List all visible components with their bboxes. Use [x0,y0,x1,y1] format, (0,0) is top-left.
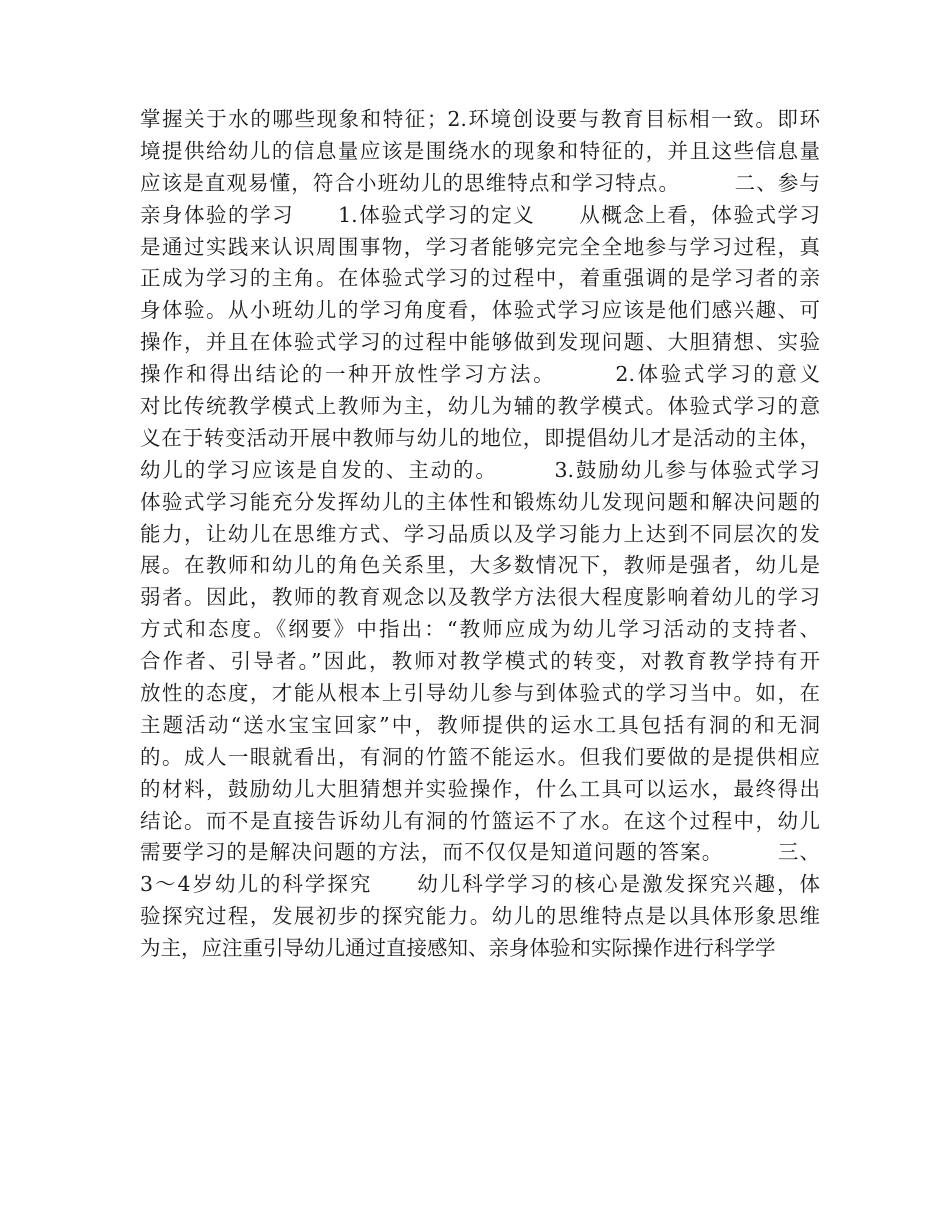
text-line: 义在于转变活动开展中教师与幼儿的地位，即提倡幼儿才是活动的主体， [140,425,820,450]
text-line: 为主，应注重引导幼儿通过直接感知、亲身体验和实际操作进行科学学 [140,936,776,961]
text-line: 正成为学习的主角。在体验式学习的过程中，着重强调的是学习者的亲 [140,266,820,291]
text-line: 放性的态度，才能从根本上引导幼儿参与到体验式的学习当中。如，在 [140,681,820,706]
text-line: 主题活动“送水宝宝回家”中，教师提供的运水工具包括有洞的和无洞 [140,712,820,737]
text-line: 能力，让幼儿在思维方式、学习品质以及学习能力上达到不同层次的发 [140,521,820,546]
text-line: 展。在教师和幼儿的角色关系里，大多数情况下，教师是强者，幼儿是 [140,553,820,578]
text-line: 验探究过程，发展初步的探究能力。幼儿的思维特点是以具体形象思维 [140,904,820,929]
text-line: 幼儿的学习应该是自发的、主动的。 3.鼓励幼儿参与体验式学习 [140,457,820,482]
text-line: 应该是直观易懂，符合小班幼儿的思维特点和学习特点。 二、参与 [140,170,820,195]
text-line: 的。成人一眼就看出，有洞的竹篮不能运水。但我们要做的是提供相应 [140,744,820,769]
text-line: 3～4岁幼儿的科学探究 幼儿科学学习的核心是激发探究兴趣，体 [140,872,820,897]
text-line: 结论。而不是直接告诉幼儿有洞的竹篮运不了水。在这个过程中，幼儿 [140,808,820,833]
text-line: 身体验。从小班幼儿的学习角度看，体验式学习应该是他们感兴趣、可 [140,298,820,323]
text-line: 操作，并且在体验式学习的过程中能够做到发现问题、大胆猜想、实验 [140,330,820,355]
body-text [140,104,820,965]
text-line: 是通过实践来认识周围事物，学习者能够完完全全地参与学习过程，真 [140,234,820,259]
text-line: 合作者、引导者。”因此，教师对教学模式的转变，对教育教学持有开 [140,649,820,674]
text-line: 境提供给幼儿的信息量应该是围绕水的现象和特征的，并且这些信息量 [140,138,820,163]
text-line: 的材料，鼓励幼儿大胆猜想并实验操作，什么工具可以运水，最终得出 [140,776,820,801]
text-line: 对比传统教学模式上教师为主，幼儿为辅的教学模式。体验式学习的意 [140,394,820,419]
text-line: 亲身体验的学习 1.体验式学习的定义 从概念上看，体验式学习 [140,202,820,227]
text-line: 弱者。因此，教师的教育观念以及教学方法很大程度影响着幼儿的学习 [140,585,820,610]
text-line: 掌握关于水的哪些现象和特征；2.环境创设要与教育目标相一致。即环 [140,107,820,131]
text-line: 体验式学习能充分发挥幼儿的主体性和锻炼幼儿发现问题和解决问题的 [140,489,820,514]
text-line: 方式和态度。《纲要》中指出：“教师应成为幼儿学习活动的支持者、 [140,617,820,642]
text-line: 操作和得出结论的一种开放性学习方法。 2.体验式学习的意义 [140,362,820,387]
text-line: 需要学习的是解决问题的方法，而不仅仅是知道问题的答案。 三、 [140,840,820,865]
